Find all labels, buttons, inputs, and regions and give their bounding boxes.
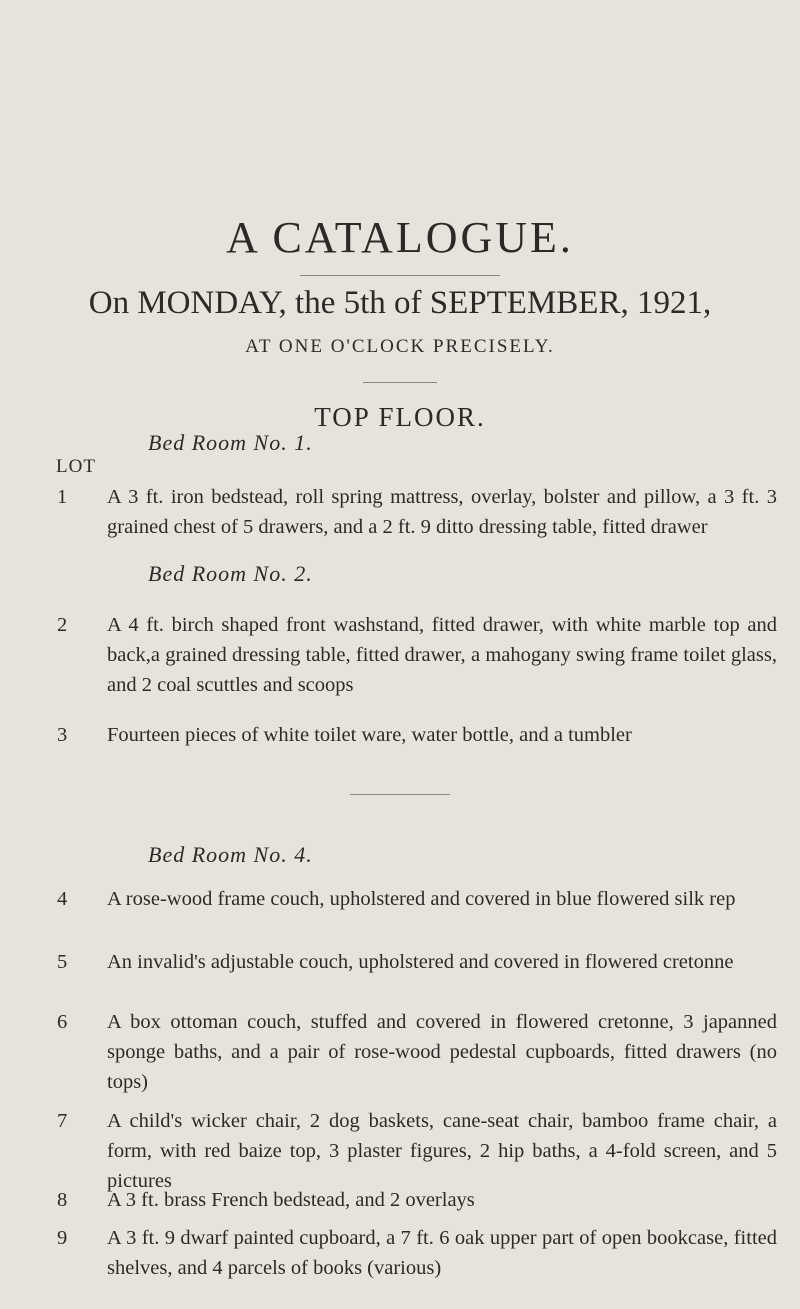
room-heading: Bed Room No. 4. bbox=[148, 842, 313, 867]
floor-heading: TOP FLOOR. bbox=[314, 402, 486, 432]
lot-number: 3 bbox=[57, 724, 68, 746]
lot-entry bbox=[57, 610, 777, 700]
lot-number: 7 bbox=[57, 1110, 68, 1132]
lot-number: 1 bbox=[57, 486, 68, 508]
lot-description: Fourteen pieces of white toilet ware, water bottle, and a tumbler bbox=[107, 724, 632, 746]
page-title: A CATALOGUE. bbox=[226, 213, 574, 262]
lot-entry bbox=[57, 1007, 777, 1097]
lot-entry bbox=[57, 482, 777, 542]
lot-description: A 3 ft. 9 dwarf painted cupboard, a 7 ft. 6 oak upper part of open bookcase, fitted shelves, and 4 parcels of books (various) bbox=[107, 1227, 777, 1279]
lot-number: 5 bbox=[57, 951, 68, 973]
room-heading: Bed Room No. 2. bbox=[148, 561, 313, 586]
lot-entry bbox=[57, 1106, 777, 1196]
lot-description: An invalid's adjustable couch, upholstered and covered in flowered cretonne bbox=[107, 951, 734, 973]
section-rule bbox=[350, 794, 450, 795]
time-rule bbox=[363, 382, 437, 383]
title-rule bbox=[300, 275, 500, 276]
lot-number: 8 bbox=[57, 1189, 68, 1211]
lot-description: A child's wicker chair, 2 dog baskets, cane-seat chair, bamboo frame chair, a form, with red baize top, 3 plaster figures, 2 hip baths, a 4-fold screen, and 5 pictures bbox=[107, 1110, 777, 1192]
room-heading: Bed Room No. 1. bbox=[148, 430, 313, 455]
lot-description: A rose-wood frame couch, upholstered and covered in blue flowered silk rep bbox=[107, 888, 736, 910]
sale-date: On MONDAY, the 5th of SEPTEMBER, 1921, bbox=[88, 285, 712, 321]
lot-description: A box ottoman couch, stuffed and covered in flowered cretonne, 3 japanned sponge baths, and a pair of rose-wood pedestal cupboards, fitted drawers (no tops) bbox=[107, 1011, 777, 1093]
lot-description: A 4 ft. birch shaped front washstand, fitted drawer, with white marble top and back,a grained dressing table, fitted drawer, a mahogany swing frame toilet glass, and 2 coal scuttles and scoops bbox=[107, 614, 777, 696]
lot-number: 4 bbox=[57, 888, 68, 910]
lot-number: 2 bbox=[57, 614, 68, 636]
lot-number: 9 bbox=[57, 1227, 68, 1249]
sale-time: AT ONE O'CLOCK PRECISELY. bbox=[245, 336, 555, 357]
lot-entry bbox=[57, 1185, 777, 1215]
lot-description: A 3 ft. iron bedstead, roll spring mattress, overlay, bolster and pillow, a 3 ft. 3 grained chest of 5 drawers, and a 2 ft. 9 ditto dressing table, fitted drawer bbox=[107, 486, 777, 538]
lot-entry bbox=[57, 720, 777, 750]
lot-entry bbox=[57, 947, 777, 977]
lot-number: 6 bbox=[57, 1011, 68, 1033]
lot-entry bbox=[57, 1223, 777, 1283]
lot-entry bbox=[57, 884, 777, 914]
lot-description: A 3 ft. brass French bedstead, and 2 overlays bbox=[107, 1189, 475, 1211]
lot-column-label: LOT bbox=[56, 456, 96, 477]
